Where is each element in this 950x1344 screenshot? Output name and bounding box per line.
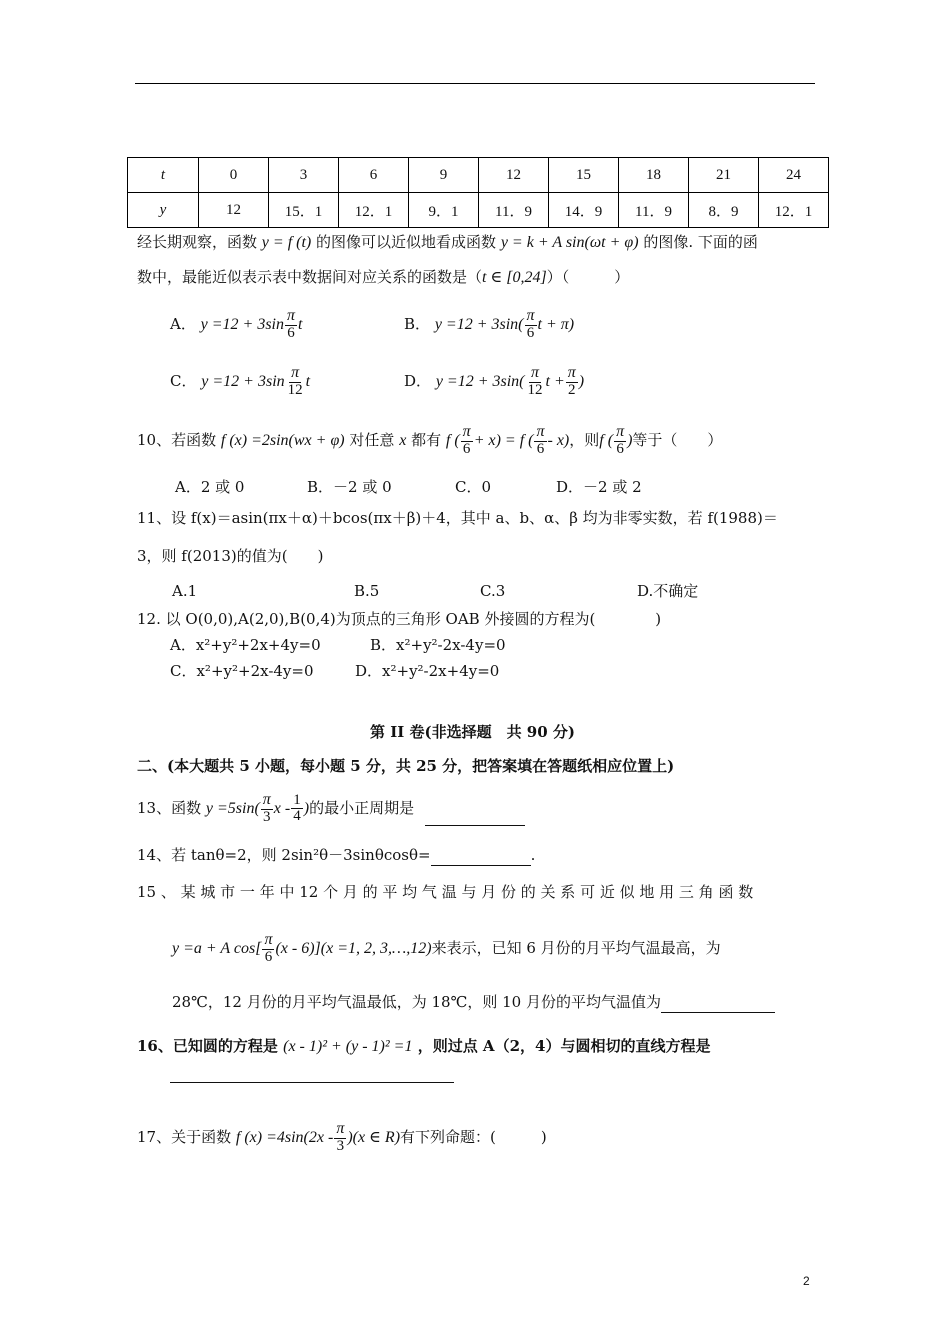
option-math: t + π)	[537, 315, 575, 333]
denominator: 12	[287, 381, 303, 398]
table-cell: 12．1	[759, 193, 829, 228]
q13-math: y =5sin(	[205, 799, 260, 817]
fraction	[285, 308, 297, 342]
q9-line1	[137, 231, 758, 254]
denominator: 6	[264, 948, 273, 965]
table-cell: 9	[409, 158, 479, 193]
table-cell: 11．9	[479, 193, 549, 228]
q15-text: 来表示，已知 6 月份的月平均气温最高，为	[431, 938, 721, 957]
q15-line3	[172, 991, 775, 1013]
option-math: y =12 + 3sin(	[435, 372, 525, 390]
fraction	[534, 424, 546, 458]
q11-line1: 11、设 f(x)＝asin(πx＋α)＋bcos(πx＋β)＋4，其中 a、b、α、β 均为非零实数，若 f(1988)＝	[137, 509, 778, 527]
q13-math: )	[303, 799, 310, 817]
q17-text: 有下列命题：( )	[400, 1127, 547, 1146]
q11-line2: 3，则 f(2013)的值为( )	[137, 547, 324, 565]
option-label: D．	[404, 371, 432, 390]
answer-blank[interactable]	[661, 1012, 775, 1013]
q13-text: 的最小正周期是	[309, 798, 415, 817]
q15-math: y =a + A cos[	[172, 939, 262, 957]
q15-math: (x - 6)](x =1, 2, 3,…,12)	[275, 939, 432, 957]
fraction	[291, 793, 303, 826]
section-title: 第 II 卷(非选择题 共 90 分)	[370, 723, 575, 741]
q12-option-d: D．x²+y²-2x+4y=0	[355, 662, 500, 680]
q10-text: 都有	[411, 430, 442, 449]
q14-line	[137, 844, 535, 866]
q10-math: f (	[599, 431, 614, 449]
table-cell: 24	[759, 158, 829, 193]
q10-math: - x)	[547, 431, 570, 449]
q12-option-c: C．x²+y²+2x-4y=0	[170, 662, 314, 680]
q10-text: ，则	[569, 430, 600, 449]
q15-text: 28℃，12 月份的月平均气温最低，为 18℃，则 10 月份的平均气温值为	[172, 993, 661, 1011]
q9-option-b	[404, 308, 574, 342]
q9-option-c	[170, 365, 310, 399]
fraction	[461, 424, 473, 458]
q11-option-a: A.1	[172, 582, 198, 600]
option-label: C．	[170, 371, 197, 390]
table-cell: 21	[689, 158, 759, 193]
fraction	[525, 308, 537, 342]
option-label: B．	[404, 314, 431, 333]
denominator: 3	[263, 808, 271, 825]
q11-option-b: B.5	[354, 582, 380, 600]
q17-math: f (x) =4sin(2x -	[235, 1128, 334, 1146]
numerator: π	[531, 364, 540, 381]
denominator: 6	[462, 440, 471, 457]
fraction	[261, 792, 273, 826]
numerator: π	[536, 423, 545, 440]
table-cell: 14．9	[549, 193, 619, 228]
q9-option-d	[404, 365, 584, 399]
fraction	[334, 1121, 346, 1155]
q9-option-a	[170, 308, 302, 342]
q12-option-a: A．x²+y²+2x+4y=0	[170, 636, 321, 654]
q14-text: .	[530, 846, 536, 864]
numerator: π	[287, 307, 296, 324]
q16-text: ，则过点 A（2，4）与圆相切的直线方程是	[417, 1037, 711, 1055]
q16-math: (x - 1)² + (y - 1)² =1	[283, 1038, 413, 1055]
q10-text: 10、若函数	[137, 430, 217, 449]
q12-line1: 12. 以 O(0,0),A(2,0),B(0,4)为顶点的三角形 OAB 外接圆的方程为( )	[137, 610, 662, 628]
q15-line1: 15 、 某 城 市 一 年 中 12 个 月 的 平 均 气 温 与 月 份 的 关 系 可 近 似 地 用 三 角 函 数	[137, 883, 754, 901]
section-heading: 二、(本大题共 5 小题，每小题 5 分，共 25 分，把答案填在答题纸相应位置上)	[137, 757, 675, 775]
numerator: π	[526, 307, 535, 324]
table-cell: 18	[619, 158, 689, 193]
numerator: π	[336, 1120, 345, 1137]
q9-text: ）（ ）	[546, 268, 630, 286]
table-cell: 6	[339, 158, 409, 193]
q10-option-b: B．－2 或 0	[307, 478, 392, 496]
denominator: 12	[527, 381, 543, 398]
numerator: π	[462, 423, 471, 440]
denominator: 2	[568, 381, 576, 398]
numerator: π	[262, 791, 271, 808]
q13-text: 13、函数	[137, 798, 202, 817]
q10-text: 对任意	[349, 430, 395, 449]
numerator: π	[616, 423, 625, 440]
numerator: 1	[293, 791, 301, 808]
data-table	[127, 157, 829, 228]
option-math: t +	[545, 372, 565, 390]
q9-math: y = f (t)	[261, 234, 312, 251]
q9-text: 的图像. 下面的函	[643, 233, 758, 251]
q17-math: )(x ∈ R)	[347, 1128, 401, 1146]
table-header-t: t	[128, 158, 199, 193]
q12-option-b: B．x²+y²-2x-4y=0	[370, 636, 506, 654]
denominator: 6	[536, 440, 545, 457]
fraction	[566, 365, 578, 399]
option-math: y =12 + 3sin(	[434, 315, 524, 333]
q9-text: 经长期观察，函数	[137, 233, 258, 251]
option-math: y =12 + 3sin	[200, 315, 284, 333]
table-cell: 12	[479, 158, 549, 193]
table-cell: 8．9	[689, 193, 759, 228]
q10-math: x	[399, 431, 407, 449]
denominator: 4	[293, 808, 301, 825]
table-row	[128, 158, 829, 193]
table-header-y: y	[128, 193, 199, 228]
fraction	[614, 424, 626, 458]
denominator: 3	[336, 1137, 345, 1154]
answer-blank[interactable]	[431, 865, 531, 866]
q10-option-d: D．－2 或 2	[556, 478, 642, 496]
table-cell: 12．1	[339, 193, 409, 228]
table-cell: 9．1	[409, 193, 479, 228]
table-cell: 11．9	[619, 193, 689, 228]
q9-math: t ∈ [0,24]	[482, 269, 547, 286]
q9-text: 的图像可以近似地看成函数	[316, 233, 497, 251]
option-math: y =12 + 3sin	[201, 372, 285, 390]
q9-math: y = k + A sin(ωt + φ)	[500, 234, 639, 251]
fraction	[262, 932, 274, 966]
q10-stem	[137, 424, 722, 458]
q10-math: )	[627, 431, 633, 449]
q17-text: 17、关于函数	[137, 1127, 232, 1146]
q9-line2	[137, 266, 629, 289]
q10-option-a: A．2 或 0	[175, 478, 245, 496]
q10-math: f (x) =2sin(wx + φ)	[220, 431, 345, 449]
q13-math: x -	[273, 799, 291, 817]
q9-text: 数中，最能近似表示表中数据间对应关系的函数是（	[137, 268, 483, 286]
table-cell: 0	[199, 158, 269, 193]
denominator: 6	[287, 324, 295, 341]
q11-option-d: D.不确定	[637, 582, 699, 600]
q10-text: 等于（ ）	[632, 430, 723, 449]
page-number: 2	[803, 1274, 810, 1288]
table-cell: 12	[199, 193, 269, 228]
numerator: π	[291, 364, 300, 381]
fraction	[286, 365, 305, 399]
q14-text: 14、若 tanθ=2，则 2sin²θ－3sinθcosθ=	[137, 846, 431, 864]
answer-blank[interactable]	[425, 825, 525, 826]
table-cell: 15	[549, 158, 619, 193]
table-cell: 15．1	[269, 193, 339, 228]
denominator: 6	[616, 440, 624, 457]
q17-line	[137, 1121, 547, 1155]
option-math: t	[298, 315, 303, 333]
numerator: π	[264, 931, 273, 948]
numerator: π	[567, 364, 576, 381]
q16-text: 16、已知圆的方程是	[137, 1037, 278, 1055]
q15-line2	[172, 932, 721, 966]
option-label: A．	[170, 314, 196, 333]
answer-blank[interactable]	[170, 1082, 454, 1083]
option-math: )	[578, 372, 585, 390]
header-rule	[135, 83, 815, 84]
table-cell: 3	[269, 158, 339, 193]
table-row	[128, 193, 829, 228]
denominator: 6	[526, 324, 535, 341]
q11-option-c: C.3	[480, 582, 506, 600]
fraction	[526, 365, 545, 399]
q13-line	[137, 792, 525, 826]
q10-math: + x) = f (	[473, 431, 534, 449]
option-math: t	[305, 372, 311, 390]
q10-option-c: C．0	[455, 478, 492, 496]
q16-line	[137, 1035, 710, 1058]
q10-math: f (	[445, 431, 460, 449]
